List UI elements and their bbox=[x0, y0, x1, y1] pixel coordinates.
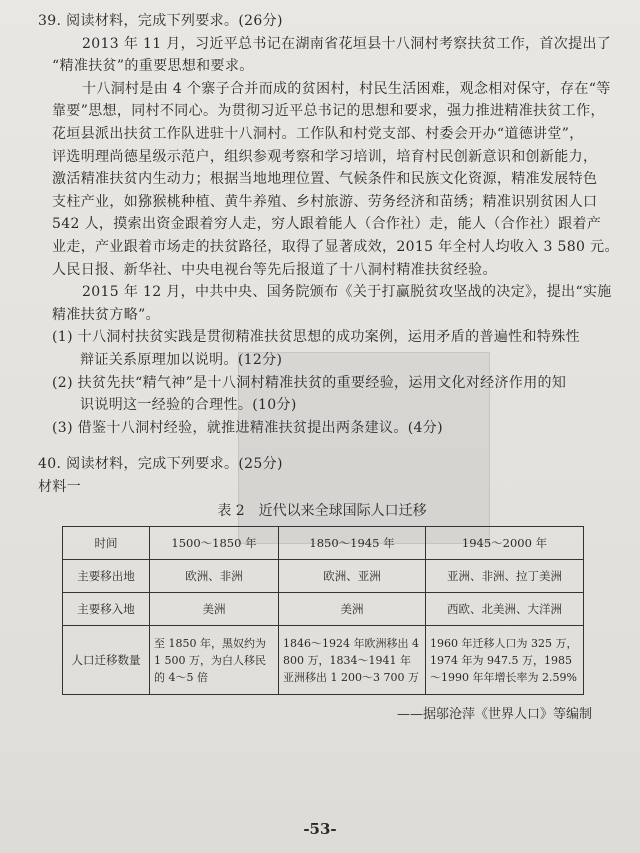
table-cell: 主要移入地 bbox=[63, 593, 150, 626]
table-title: 表 2 近代以来全球国际人口迁移 bbox=[217, 503, 427, 520]
table-cell: 欧洲、亚洲 bbox=[279, 560, 426, 593]
q39-sub2-line1: (2) 扶贫先扶“精气神”是十八洞村精准扶贫的重要经验，运用文化对经济作用的知 bbox=[52, 374, 567, 391]
q39-para2-line1: 十八洞村是由 4 个寨子合并而成的贫困村，村民生活困难，观念相对保守，存在“等 bbox=[82, 80, 611, 97]
q39-para1-line1: 2013 年 11 月，习近平总书记在湖南省花垣县十八洞村考察扶贫工作，首次提出了 bbox=[82, 35, 612, 52]
q39-sub2-line2: 识说明这一经验的合理性。(10分) bbox=[80, 397, 297, 414]
table-header-cell: 时间 bbox=[63, 527, 150, 560]
table-cell: 1846～1924 年欧洲移出 4 800 万，1834～1941 年亚洲移出 1 200～3 700 万 bbox=[279, 626, 426, 695]
table-cell: 美洲 bbox=[279, 593, 426, 626]
table-row bbox=[63, 593, 584, 626]
q39-para2-line2: 靠要”思想，同村不同心。为贯彻习近平总书记的思想和要求，强力推进精准扶贫工作， bbox=[52, 103, 605, 120]
page-number: -53- bbox=[303, 820, 337, 838]
q39-sub3-line1: (3) 借鉴十八洞村经验，就推进精准扶贫提出两条建议。(4分) bbox=[52, 419, 443, 436]
table-cell: 美洲 bbox=[150, 593, 279, 626]
table-header-cell: 1500～1850 年 bbox=[150, 527, 279, 560]
q39-sub1-line2: 辩证关系原理加以说明。(12分) bbox=[80, 351, 283, 368]
q39-para2-line7: 542 人，摸索出资金跟着穷人走，穷人跟着能人（合作社）走，能人（合作社）跟着产 bbox=[52, 216, 602, 233]
page-content bbox=[38, 10, 619, 723]
table-header-cell: 1850～1945 年 bbox=[279, 527, 426, 560]
table-header-row bbox=[63, 527, 584, 560]
q39-para1-line2: “精准扶贫”的重要思想和要求。 bbox=[52, 58, 254, 75]
q39-para3-line2: 精准扶贫方略”。 bbox=[52, 306, 160, 323]
material-1-label: 材料一 bbox=[38, 478, 82, 495]
q39-para2-line3: 花垣县派出扶贫工作队进驻十八洞村。工作队和村党支部、村委会开办“道德讲堂”， bbox=[52, 125, 584, 142]
question-39-header: 39. 阅读材料，完成下列要求。(26分) bbox=[38, 13, 283, 29]
table-cell: 主要移出地 bbox=[63, 560, 150, 593]
question-40-header: 40. 阅读材料，完成下列要求。(25分) bbox=[38, 456, 283, 473]
q39-sub1-line1: (1) 十八洞村扶贫实践是贯彻精准扶贫思想的成功案例，运用矛盾的普遍性和特殊性 bbox=[52, 329, 580, 346]
table-cell: 人口迁移数量 bbox=[63, 626, 150, 695]
table-header-cell: 1945～2000 年 bbox=[426, 527, 584, 560]
table-cell: 至 1850 年，黑奴约为 1 500 万，为白人移民的 4～5 倍 bbox=[150, 626, 279, 695]
table-cell: 欧洲、非洲 bbox=[150, 560, 279, 593]
table-row bbox=[63, 626, 584, 695]
q39-para2-line4: 评选明理尚德星级示范户，组织参观考察和学习培训，培育村民创新意识和创新能力， bbox=[52, 148, 598, 165]
table-cell: 西欧、北美洲、大洋洲 bbox=[426, 593, 584, 626]
table-row bbox=[63, 560, 584, 593]
q39-para3-line1: 2015 年 12 月，中共中央、国务院颁布《关于打赢脱贫攻坚战的决定》，提出“实施 bbox=[82, 284, 612, 301]
table-source: ——据邬沧萍《世界人口》等编制 bbox=[396, 707, 592, 723]
q39-para2-line6: 支柱产业，如猕猴桃种植、黄牛养殖、乡村旅游、劳务经济和苗绣；精准识别贫困人口 bbox=[52, 193, 598, 210]
q39-para2-line5: 激活精准扶贫内生动力；根据当地地理位置、气候条件和民族文化资源，精准发展特色 bbox=[52, 171, 598, 188]
q39-para2-line8: 业走，产业跟着市场走的扶贫路径，取得了显著成效，2015 年全村人均收入 3 580 元。 bbox=[52, 238, 619, 255]
q39-para2-line9: 人民日报、新华社、中央电视台等先后报道了十八洞村精准扶贫经验。 bbox=[52, 261, 497, 278]
table-cell: 1960 年迁移人口为 325 万，1974 年为 947.5 万，1985～1990 年年增长率为 2.59% bbox=[426, 626, 584, 695]
migration-table bbox=[62, 526, 584, 695]
table-cell: 亚洲、非洲、拉丁美洲 bbox=[426, 560, 584, 593]
